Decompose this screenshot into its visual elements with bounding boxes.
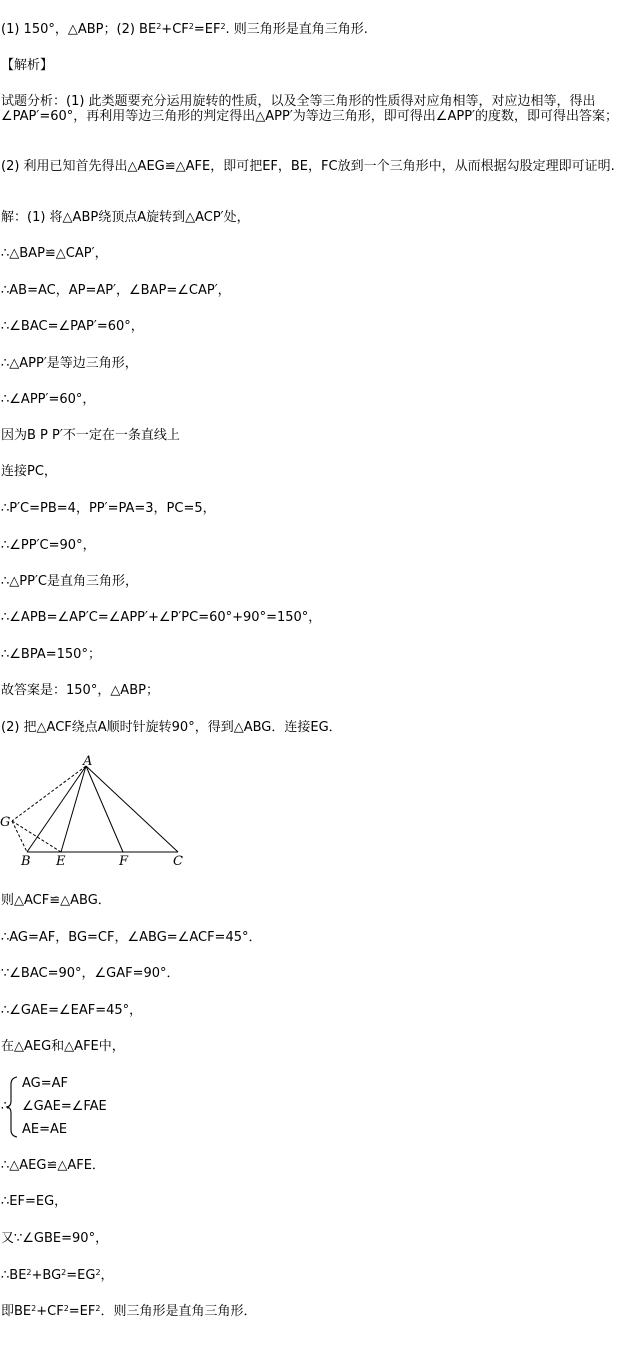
analysis-heading: 【解析】 bbox=[1, 58, 54, 73]
solution-line-23: 又∵∠GBE=90°， bbox=[1, 1231, 109, 1246]
solution-line-24: $\therefore BE^2+BG^2=EG^2$， bbox=[1, 1268, 114, 1283]
segment-AF bbox=[86, 766, 123, 852]
solution-line-8: 连接PC， bbox=[1, 464, 57, 479]
answer-line: (1) 150°，△ABP；(2) $BE^2+CF^2=EF^2$. 则三角形是直角三角形. bbox=[1, 22, 368, 37]
solution-line-18: ∵∠BAC=90°，∠GAF=90°． bbox=[1, 966, 180, 981]
solution-line-4: ∴∠BAC=∠PAP′=60°， bbox=[1, 319, 144, 334]
solution-line-9: ∴P′C=PB=4，PP′=PA=3，PC=5， bbox=[1, 501, 216, 516]
solution-line-12: ∴∠APB=∠AP′C=∠APP′+∠P′PC=60°+90°=150°， bbox=[1, 610, 322, 625]
label-C: C bbox=[173, 854, 183, 869]
system-eq-2: ∠GAE=∠FAE bbox=[22, 1099, 107, 1114]
label-A: A bbox=[83, 754, 93, 769]
triangle-figure bbox=[0, 752, 200, 874]
analysis-part1: 试题分析：(1) 此类题要充分运用旋转的性质，以及全等三角形的性质得对应角相等，对应边相等，得出∠PAP′=60°，再利用等边三角形的判定得出△APP′为等边三角形，即可得出∠APP′的度数，即可得出答案； bbox=[1, 94, 618, 124]
left-brace-icon bbox=[5, 1076, 19, 1138]
solution-line-13: ∴∠BPA=150°； bbox=[1, 647, 101, 662]
solution-line-6: ∴∠APP′=60°， bbox=[1, 392, 96, 407]
analysis-part2: (2) 利用已知首先得出△AEG≌△AFE，即可把EF，BE，FC放到一个三角形中，从而根据勾股定理即可证明. bbox=[1, 159, 615, 174]
solution-line-3: ∴AB=AC，AP=AP′，∠BAP=∠CAP′， bbox=[1, 283, 231, 298]
solution-line-15: (2) 把△ACF绕点A顺时针旋转90°，得到△ABG．连接EG． bbox=[1, 720, 342, 735]
solution-line-22: ∴EF=EG， bbox=[1, 1194, 68, 1209]
label-F: F bbox=[119, 854, 129, 869]
solution-line-16: 则△ACF≌△ABG． bbox=[1, 893, 111, 908]
label-G: G bbox=[0, 815, 11, 830]
solution-line-21: ∴△AEG≌△AFE． bbox=[1, 1158, 105, 1173]
conclusion-line: 即$BE^2+CF^2=EF^2$．则三角形是直角三角形． bbox=[1, 1304, 257, 1319]
system-prefix: ∴ bbox=[1, 1099, 10, 1114]
solution-line-11: ∴△PP′C是直角三角形， bbox=[1, 574, 138, 589]
label-B: B bbox=[21, 854, 31, 869]
solution-line-7: 因为B P P′不一定在一条直线上 bbox=[1, 428, 180, 443]
solution-line-1: 解：(1) 将△ABP绕顶点A旋转到△ACP′处， bbox=[1, 210, 250, 225]
solution-line-17: ∴AG=AF，BG=CF，∠ABG=∠ACF=45°． bbox=[1, 930, 262, 945]
solution-line-19: ∴∠GAE=∠EAF=45°， bbox=[1, 1003, 143, 1018]
label-E: E bbox=[56, 854, 66, 869]
dashed-AG bbox=[12, 766, 86, 821]
segment-AC bbox=[86, 766, 178, 852]
segment-AE bbox=[61, 766, 86, 852]
solution-line-10: ∴∠PP′C=90°， bbox=[1, 538, 96, 553]
solution-line-5: ∴△APP′是等边三角形， bbox=[1, 356, 138, 371]
solution-line-2: ∴△BAP≌△CAP′， bbox=[1, 246, 108, 261]
system-eq-1: AG=AF bbox=[22, 1076, 69, 1091]
dashed-GB bbox=[12, 821, 27, 852]
solution-line-14: 故答案是：150°，△ABP； bbox=[1, 683, 159, 698]
solution-line-20: 在△AEG和△AFE中， bbox=[1, 1039, 125, 1054]
segment-AB bbox=[27, 766, 86, 852]
system-eq-3: AE=AE bbox=[22, 1122, 68, 1137]
